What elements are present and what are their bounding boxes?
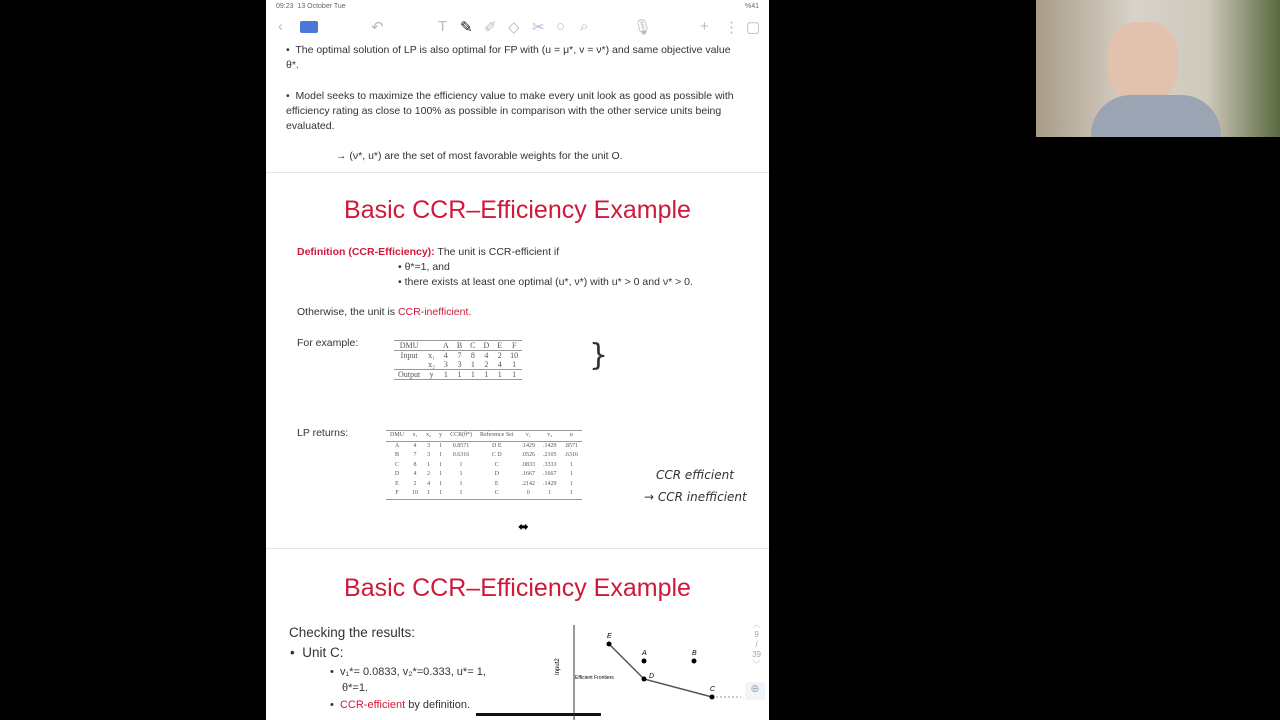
- table-cell: B: [395, 452, 400, 458]
- table-cell: 1: [569, 471, 573, 477]
- table-cell: D E: [491, 442, 502, 449]
- bullet-1: • The optimal solution of LP is also optimal for FP with (u = μ*, v = ν*) and same objective value θ*.: [286, 44, 731, 71]
- table-row: [394, 370, 522, 380]
- table-cell: 4: [413, 471, 417, 477]
- table-cell: Output: [398, 370, 421, 379]
- table-cell: 1: [427, 461, 431, 468]
- bullet-2: • Model seeks to maximize the efficiency value to make every unit look as good as possible with efficiency rating as close to 100% as possible in comparison with the other service units being evaluated.: [286, 90, 734, 132]
- slide-title: Basic CCR–Efficiency Example: [344, 196, 691, 224]
- table-cell: 1: [512, 360, 517, 369]
- table-cell: D: [483, 341, 490, 350]
- weights-note: → (ν*, u*) are the set of most favorable weights for the unit O.: [336, 150, 623, 162]
- page-indicator[interactable]: ︿ 9 / 39 ﹀: [752, 620, 761, 669]
- pen-icon[interactable]: ✎: [460, 19, 473, 36]
- table-cell: 1: [459, 461, 463, 468]
- point-D: [642, 677, 647, 682]
- slide-divider: [266, 548, 769, 549]
- undo-icon[interactable]: ↶: [371, 19, 384, 36]
- table-cell: E: [395, 480, 399, 487]
- checking-heading: Checking the results:: [289, 625, 416, 640]
- table-cell: .8571: [564, 442, 578, 449]
- table-cell: .0526: [521, 452, 535, 458]
- table-cell: D: [394, 471, 400, 477]
- label-B: B: [692, 650, 697, 657]
- table-cell: 1: [439, 480, 443, 487]
- table-row: [386, 451, 582, 461]
- table-cell: x₁: [428, 351, 436, 360]
- table-header: [394, 341, 522, 351]
- weights-line: • v₁*= 0.0833, v₂*=0.333, u*= 1,: [330, 666, 486, 678]
- definition-label: Definition (CCR-Efficiency):: [297, 246, 435, 258]
- point-A: [642, 659, 647, 664]
- table-cell: 2: [413, 480, 417, 487]
- table-cell: 1: [427, 490, 431, 496]
- table-cell: E: [497, 341, 503, 350]
- table-cell: 1: [459, 490, 463, 496]
- point-E: [607, 642, 612, 647]
- unit-c: • Unit C:: [290, 645, 344, 660]
- mic-icon[interactable]: 🎙: [633, 19, 653, 36]
- table-cell: 0.8571: [452, 442, 470, 449]
- table-cell: .1667: [521, 471, 535, 477]
- label-A: A: [642, 650, 647, 657]
- presenter-face: [1108, 22, 1178, 102]
- table-cell: 3: [457, 360, 462, 369]
- table-cell: 4: [427, 480, 431, 487]
- shapes-icon[interactable]: ○: [556, 18, 566, 35]
- table-cell: .1667: [542, 471, 557, 477]
- table-cell: 0: [526, 490, 530, 496]
- table-cell: 1: [439, 452, 443, 458]
- table-cell: DMU: [399, 341, 419, 350]
- table-cell: A: [394, 442, 400, 449]
- table-cell: Input: [400, 351, 418, 360]
- table-cell: CCR(θ*): [450, 432, 472, 438]
- table-row: [386, 470, 582, 480]
- table-cell: 7: [413, 452, 417, 458]
- table-cell: B: [456, 341, 463, 350]
- handwritten-efficient: CCR efficient: [656, 468, 734, 482]
- table-cell: .0833: [521, 461, 535, 468]
- table-cell: 1: [569, 490, 573, 496]
- inefficient-term: CCR-inefficient.: [397, 306, 472, 318]
- status-bar: [276, 3, 759, 10]
- table-cell: 1: [459, 471, 463, 477]
- for-example-label: For example:: [297, 337, 359, 349]
- toolbar: [266, 18, 769, 40]
- handwritten-inefficient: → CCR inefficient: [644, 490, 747, 504]
- table-cell: 1: [459, 480, 463, 487]
- table-cell: E: [494, 480, 499, 487]
- webcam-video: [1036, 0, 1280, 137]
- table-cell: 4: [497, 360, 502, 369]
- table-cell: 1: [439, 461, 443, 468]
- more-icon[interactable]: ⋮: [724, 19, 739, 36]
- table-cell: [424, 341, 439, 351]
- table-cell: .2142: [521, 480, 535, 487]
- table-cell: 8: [413, 461, 417, 468]
- label-D: D: [649, 673, 655, 680]
- table-cell: C: [494, 461, 499, 468]
- table-row: [386, 441, 582, 451]
- input-output-table: [394, 340, 522, 380]
- presenter-shirt: [1091, 95, 1221, 137]
- table-cell: x₂: [428, 360, 436, 369]
- date: 13 October Tue: [297, 3, 346, 10]
- table-cell: u: [569, 432, 573, 438]
- table-cell: 1: [439, 471, 443, 477]
- table-cell: 2: [497, 351, 502, 360]
- label-C: C: [710, 686, 716, 693]
- table-cell: 3: [427, 442, 431, 449]
- table-cell: y: [439, 432, 443, 438]
- table-cell: 1: [569, 461, 573, 468]
- table-cell: x₁: [412, 432, 418, 438]
- pages-icon[interactable]: [300, 21, 318, 33]
- table-cell: 1: [457, 370, 462, 379]
- table-header: [386, 431, 582, 442]
- y-axis-label: Input2: [555, 658, 561, 675]
- table-cell: 10: [412, 490, 419, 496]
- table-cell: Reference Set: [480, 432, 514, 438]
- time: 09:23: [276, 3, 294, 10]
- table-cell: C: [494, 490, 499, 496]
- table-cell: 1: [439, 442, 443, 449]
- table-cell: .2105: [542, 452, 557, 458]
- page-view-icon[interactable]: ▢: [746, 19, 761, 36]
- table-row: [394, 360, 522, 370]
- theta-line: θ*=1.: [342, 682, 368, 694]
- slide-title: Basic CCR–Efficiency Example: [344, 574, 691, 602]
- highlighter-icon[interactable]: ✐: [484, 19, 497, 36]
- table-cell: 1: [569, 480, 573, 487]
- definition-text: The unit is CCR-efficient if: [437, 246, 560, 258]
- table-cell: 1: [548, 490, 552, 496]
- table-cell: C: [470, 341, 476, 350]
- table-cell: C D: [491, 452, 502, 458]
- table-cell: D: [494, 471, 499, 477]
- point-B: [692, 659, 697, 664]
- table-cell: .1429: [542, 480, 557, 487]
- table-cell: [394, 360, 424, 370]
- battery: %41: [744, 3, 759, 10]
- table-cell: 1: [439, 490, 443, 496]
- table-cell: x₂: [426, 432, 432, 438]
- table-cell: v₁: [525, 432, 531, 438]
- zoom-tool-icon[interactable]: ⌕: [580, 18, 589, 35]
- table-cell: 7: [457, 351, 462, 360]
- resize-cursor-icon: ⬌: [518, 519, 529, 534]
- table-row: [386, 480, 582, 490]
- add-icon[interactable]: +: [700, 18, 709, 35]
- table-cell: 4: [484, 351, 489, 360]
- lp-returns-label: LP returns:: [297, 427, 349, 439]
- table-cell: A: [443, 341, 449, 350]
- table-cell: 1: [512, 370, 517, 379]
- table-cell: y: [429, 370, 434, 379]
- table-cell: 1: [470, 360, 475, 369]
- table-row: [394, 351, 522, 361]
- table-cell: F: [395, 490, 399, 496]
- table-cell: .6316: [564, 452, 578, 458]
- otherwise-text: Otherwise, the unit is: [297, 306, 396, 318]
- table-cell: .1429: [521, 442, 535, 449]
- table-cell: 1: [470, 370, 475, 379]
- table-cell: DMU: [390, 432, 405, 438]
- text-tool-icon[interactable]: T: [438, 18, 448, 35]
- slide-divider: [266, 172, 769, 173]
- table-cell: 1: [484, 370, 489, 379]
- document-page[interactable]: [266, 0, 769, 720]
- zoom-icon[interactable]: ⊕: [745, 682, 765, 700]
- table-cell: C: [395, 461, 400, 468]
- table-cell: 4: [413, 442, 417, 449]
- frontier-annotation: Efficient Frontiers: [575, 675, 614, 681]
- table-cell: 1: [443, 370, 448, 379]
- condition-2: • there exists at least one optimal (u*, ν*) with u* > 0 and ν* > 0.: [398, 276, 693, 288]
- table-row: [386, 461, 582, 471]
- table-cell: v₂: [547, 432, 553, 438]
- table-cell: 1: [497, 370, 502, 379]
- condition-1: • θ*=1, and: [398, 261, 450, 273]
- table-cell: .1429: [542, 442, 557, 449]
- table-cell: 4: [443, 351, 448, 360]
- table-cell: 2: [484, 360, 489, 369]
- table-cell: 8: [470, 351, 475, 360]
- brace-annotation: }: [589, 338, 609, 373]
- table-cell: F: [511, 341, 517, 350]
- table-row: [386, 489, 582, 499]
- lp-results-table: [386, 430, 582, 500]
- efficient-line: • CCR-efficient by definition.: [330, 699, 471, 711]
- table-cell: 3: [443, 360, 448, 369]
- back-icon[interactable]: ‹: [278, 18, 283, 35]
- table-cell: 10: [510, 351, 519, 360]
- label-E: E: [607, 633, 612, 640]
- eraser-icon[interactable]: ◇: [508, 19, 520, 36]
- table-cell: .3333: [542, 461, 557, 468]
- table-cell: 2: [427, 471, 431, 477]
- lasso-icon[interactable]: ✂: [532, 19, 545, 36]
- point-C: [710, 695, 715, 700]
- table-cell: 0.6316: [452, 452, 470, 458]
- frontier-chart: [551, 620, 751, 720]
- table-cell: 3: [427, 452, 431, 458]
